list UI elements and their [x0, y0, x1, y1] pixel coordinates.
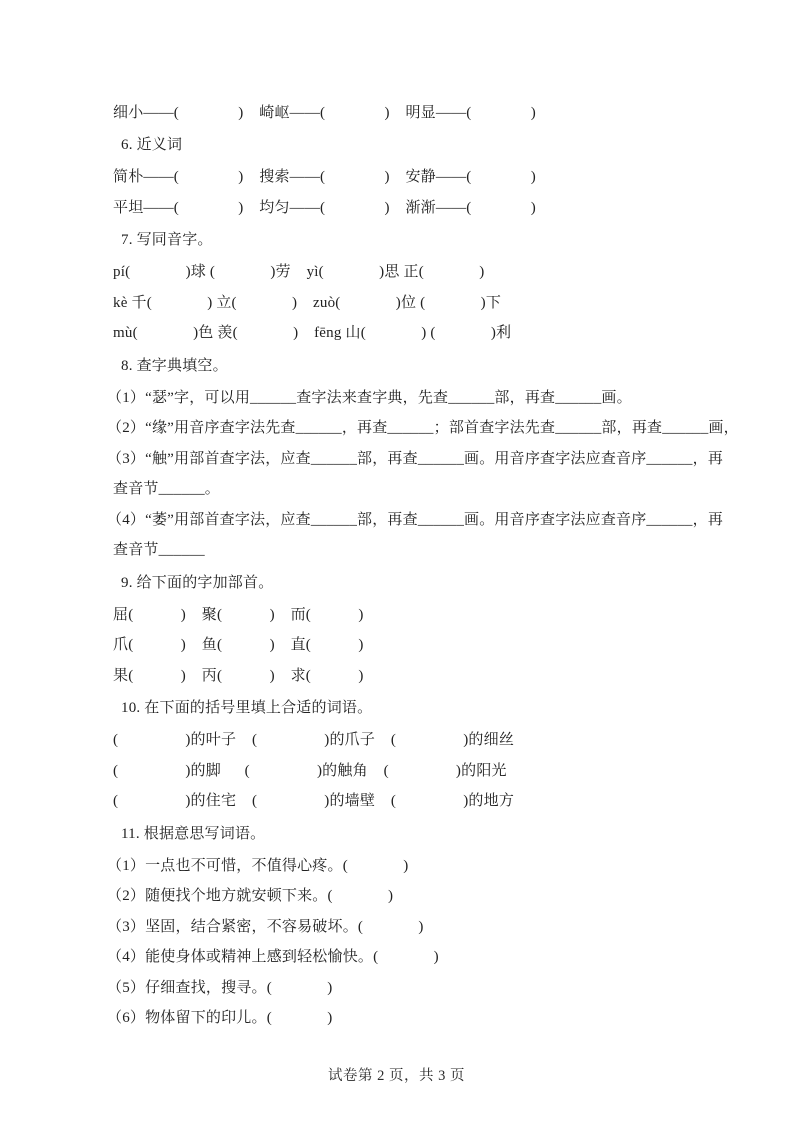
- page-footer: 试卷第 2 页，共 3 页: [328, 1068, 465, 1084]
- item10-phrase-row-2: ( )的脚 ( )的触角 ( )的阳光: [113, 762, 507, 779]
- item7-homophone-row-1: pí( )球 ( )劳 yì( )思 正( ): [113, 264, 485, 281]
- item8-question-4-cont: 查音节______: [113, 542, 205, 559]
- item6-header: 6. 近义词: [121, 137, 183, 153]
- item8-question-3-cont: 查音节______。: [113, 481, 221, 498]
- item5-antonym-row: 细小——( ) 崎岖——( ) 明显——( ): [113, 104, 536, 121]
- item8-question-3: （3）“触”用部首查字法，应查______部，再查______画。用音序查字法应查音序______，再: [107, 450, 724, 467]
- item11-header: 11. 根据意思写词语。: [121, 825, 266, 842]
- item7-homophone-row-3: mù( )色 羡( ) fēng 山( ) ( )利: [113, 325, 512, 342]
- item9-radical-row-2: 爪( ) 鱼( ) 直( ): [113, 637, 364, 654]
- item11-definition-3: （3）坚固，结合紧密，不容易破坏。( ): [107, 918, 424, 935]
- item10-phrase-row-3: ( )的住宅 ( )的墙壁 ( )的地方: [113, 793, 515, 810]
- item10-header: 10. 在下面的括号里填上合适的词语。: [121, 700, 373, 716]
- item11-definition-6: （6）物体留下的印儿。( ): [107, 1010, 333, 1027]
- item6-synonym-row-1: 简朴——( ) 搜索——( ) 安静——( ): [113, 169, 536, 186]
- item10-phrase-row-1: ( )的叶子 ( )的爪子 ( )的细丝: [113, 732, 515, 749]
- item8-question-4: （4）“萎”用部首查字法，应查______部，再查______画。用音序查字法应查音序______，再: [107, 511, 724, 528]
- item6-synonym-row-2: 平坦——( ) 均匀——( ) 渐渐——( ): [113, 199, 536, 216]
- item8-question-1: （1）“瑟”字，可以用______查字法来查字典，先查______部，再查______画。: [107, 389, 632, 406]
- item11-definition-5: （5）仔细查找，搜寻。( ): [107, 979, 333, 996]
- exam-page-content: [107, 96, 763, 1032]
- item11-definition-1: （1）一点也不可惜，不值得心疼。( ): [107, 857, 409, 874]
- item8-header: 8. 查字典填空。: [121, 357, 228, 374]
- item9-header: 9. 给下面的字加部首。: [121, 574, 274, 591]
- item9-radical-row-1: 屈( ) 聚( ) 而( ): [113, 606, 364, 623]
- item7-homophone-row-2: kè 千( ) 立( ) zuò( )位 ( )下: [113, 294, 502, 311]
- item11-definition-4: （4）能使身体或精神上感到轻松愉快。( ): [107, 949, 439, 966]
- item11-definition-2: （2）随便找个地方就安顿下来。( ): [107, 888, 394, 905]
- item8-question-2: （2）“缘”用音序查字法先查______，再查______；部首查字法先查______部，再查______画，: [107, 420, 739, 437]
- item9-radical-row-3: 果( ) 丙( ) 求( ): [113, 667, 364, 684]
- item7-header: 7. 写同音字。: [121, 232, 213, 248]
